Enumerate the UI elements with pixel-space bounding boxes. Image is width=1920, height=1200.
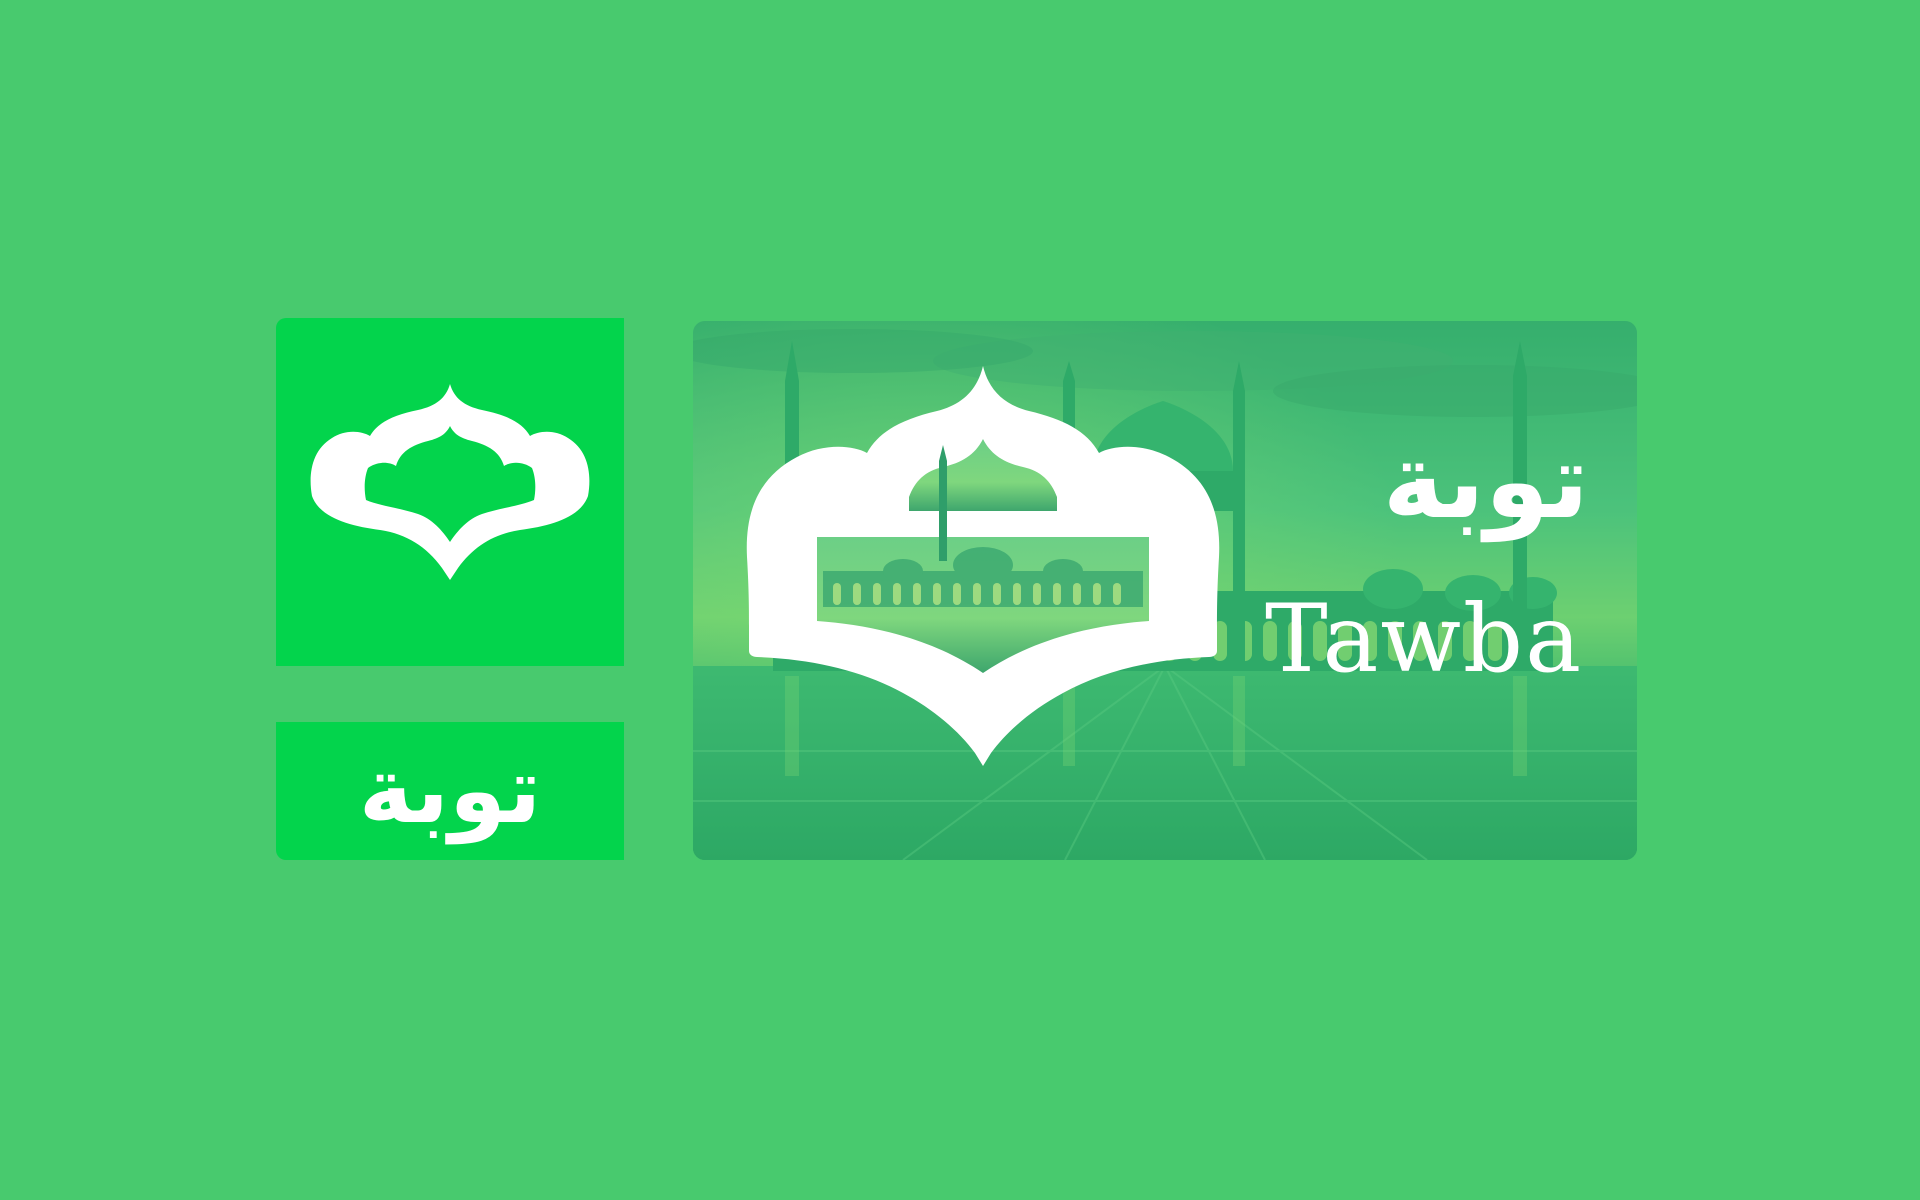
banner-title-english: Tawba <box>1265 585 1584 694</box>
mosque-dome-arch-icon <box>276 318 624 666</box>
app-icon-tile <box>276 318 624 666</box>
wordmark-arabic: توبة <box>358 737 542 844</box>
wordmark-tile <box>276 722 624 860</box>
hero-banner <box>693 321 1637 860</box>
banner-title-arabic: توبة <box>1382 420 1589 542</box>
